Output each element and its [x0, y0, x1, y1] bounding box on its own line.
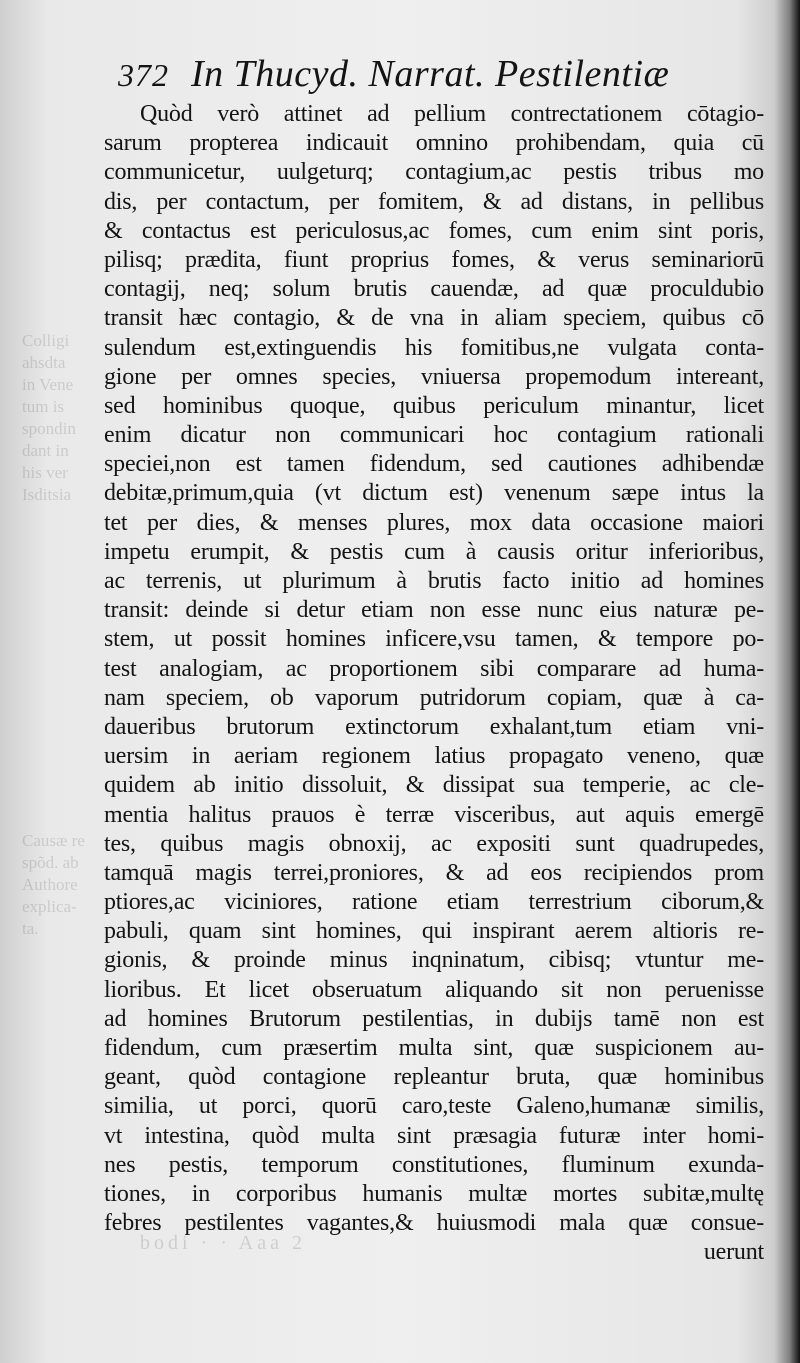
running-header: [118, 52, 758, 100]
text-line: transit hæc contagio, & de vna in aliam speciem, quibus cō: [104, 305, 764, 332]
bleed-through-marginalia: Colligi ahsdta in Vene tum is spondin dant in his ver Isditsia: [22, 331, 76, 504]
text-line: tet per dies, & menses plures, mox data occasione maiori: [104, 509, 764, 536]
text-line: geant, quòd contagione repleantur bruta, quæ hominibus: [104, 1064, 764, 1091]
text-line: gionis, & proinde minus inqninatum, cibisq; vtuntur me-: [104, 947, 764, 974]
page-number: 372: [118, 57, 169, 93]
text-line: uersim in aeriam regionem latius propagato veneno, quæ: [104, 743, 764, 770]
body-text: [104, 100, 764, 1268]
text-line: Quòd verò attinet ad pellium contrectationem cōtagio-: [140, 101, 764, 127]
text-line: impetu erumpit, & pestis cum à causis oritur inferioribus,: [104, 538, 764, 565]
text-line: quidem ab initio dissoluit, & dissipat sua temperie, ac cle-: [104, 772, 764, 799]
bleed-through-signature: bodi · · Aaa 2: [140, 1232, 306, 1254]
text-line: dis, per contactum, per fomitem, & ad distans, in pellibus: [104, 188, 764, 215]
running-title: In Thucyd. Narrat. Pestilentiæ: [191, 53, 670, 95]
text-line: communicetur, uulgeturq; contagium,ac pestis tribus mo: [104, 159, 764, 186]
text-line: tamquā magis terrei,proniores, & ad eos recipiendos prom: [104, 859, 764, 886]
text-line: similia, ut porci, quorū caro,teste Galeno,humanæ similis,: [104, 1093, 764, 1120]
text-line: fidendum, cum præsertim multa sint, quæ suspicionem au-: [104, 1035, 764, 1061]
text-line: stem, ut possit homines inficere,vsu tamen, & tempore po-: [104, 626, 764, 653]
text-line: ad homines Brutorum pestilentias, in dubijs tamē non est: [104, 1005, 764, 1032]
catchword: uerunt: [703, 1239, 764, 1266]
text-line: sed hominibus quoque, quibus periculum minantur, licet: [104, 392, 764, 419]
text-line: daueribus brutorum extinctorum exhalant,tum etiam vni-: [104, 713, 764, 740]
text-line: febres pestilentes vagantes,& huiusmodi mala quæ consue-: [104, 1210, 764, 1237]
text-line: nam speciem, ob vaporum putridorum copiam, quæ à ca-: [104, 684, 764, 711]
text-line: contagij, neq; solum brutis cauendæ, ad quæ proculdubio: [104, 276, 764, 303]
text-line: nes pestis, temporum constitutiones, fluminum exunda-: [104, 1151, 764, 1178]
text-line: pilisq; prædita, fiunt proprius fomes, & verus seminariorū: [104, 246, 764, 273]
text-line: pabuli, quam sint homines, qui inspirant aerem altioris re-: [104, 918, 764, 945]
text-line: & contactus est periculosus,ac fomes, cum enim sint poris,: [104, 217, 764, 244]
text-line: speciei,non est tamen fidendum, sed cautiones adhibendæ: [104, 451, 764, 478]
text-line: ac terrenis, ut plurimum à brutis facto initio ad homines: [104, 568, 764, 594]
text-line: enim dicatur non communicari hoc contagium rationali: [104, 422, 764, 449]
book-spine-shadow: [774, 0, 800, 1363]
text-line: lioribus. Et licet obseruatum aliquando sit non peruenisse: [104, 976, 764, 1003]
text-line: tes, quibus magis obnoxij, ac expositi sunt quadrupedes,: [104, 830, 764, 857]
text-line: mentia halitus prauos è terræ visceribus, aut aquis emergē: [104, 801, 764, 828]
text-line: sarum propterea indicauit omnino prohibendam, quia cū: [104, 130, 764, 157]
text-line: tiones, in corporibus humanis multæ mortes subitæ,multę: [104, 1180, 764, 1207]
text-line: vt intestina, quòd multa sint præsagia futuræ inter homi-: [104, 1122, 764, 1149]
text-line: debitæ,primum,quia (vt dictum est) venenum sæpe intus la: [104, 480, 764, 507]
text-line: test analogiam, ac proportionem sibi comparare ad huma-: [104, 655, 764, 682]
text-line: ptiores,ac viciniores, ratione etiam terrestrium ciborum,&: [104, 889, 764, 916]
text-line: sulendum est,extinguendis his fomitibus,ne vulgata conta-: [104, 334, 764, 361]
text-line: transit: deinde si detur etiam non esse nunc eius naturæ pe-: [104, 597, 764, 624]
bleed-through-marginalia: Causæ re spõd. ab Authore explica- ta.: [22, 831, 85, 938]
text-line: gione per omnes species, vniuersa propemodum intereant,: [104, 363, 764, 390]
